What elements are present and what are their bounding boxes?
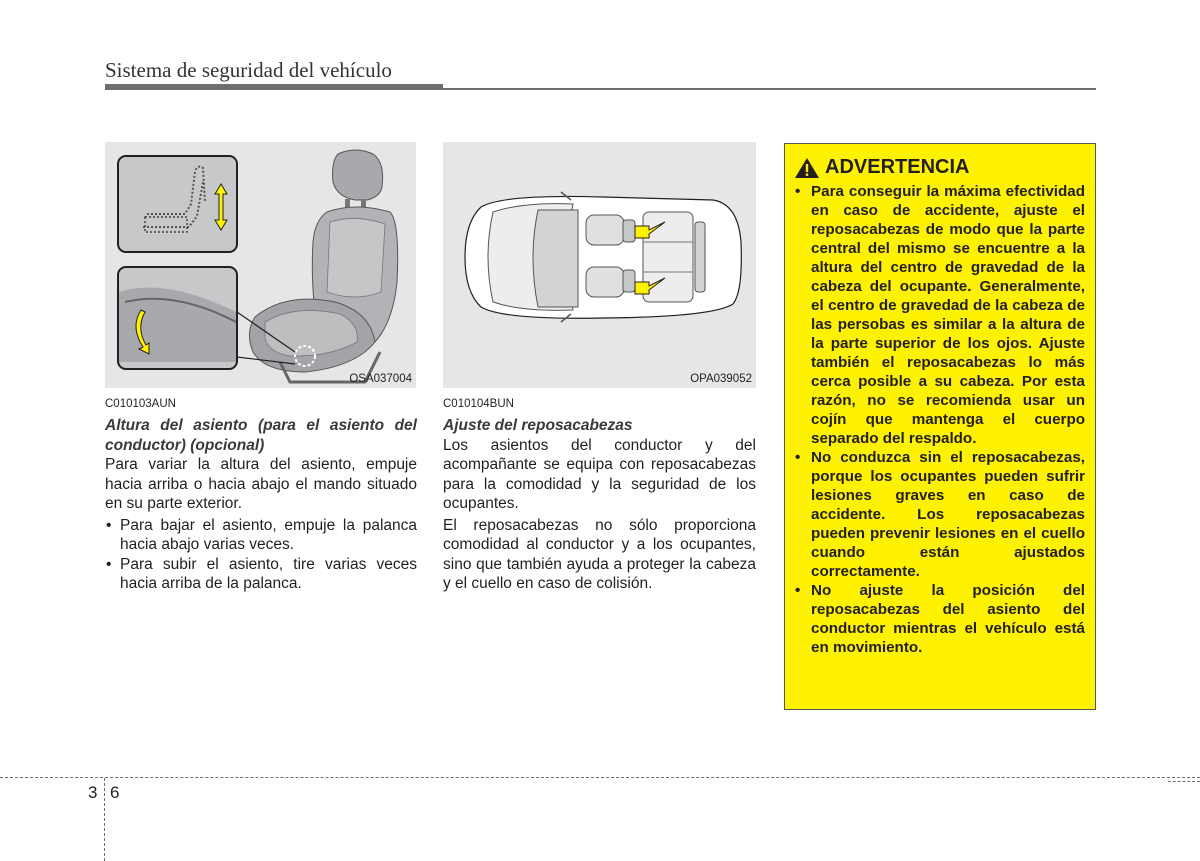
- warning-list: [794, 182, 1085, 657]
- warning-item: • No ajuste la posición del reposacabezas del asiento del conductor mientras el vehículo está en movimiento.: [794, 581, 1085, 657]
- chapter-number: 3: [88, 783, 98, 802]
- warning-title: ADVERTENCIA: [825, 156, 970, 178]
- list-item: • Para subir el asiento, tire varias veces hacia arriba de la palanca.: [105, 555, 417, 594]
- car-seat-icon: [105, 142, 416, 388]
- page-header-title: Sistema de seguridad del vehículo: [105, 58, 392, 82]
- footer-rule: [0, 777, 1200, 778]
- headrest-section: [443, 397, 756, 596]
- warning-triangle-icon: [794, 157, 820, 179]
- section-title: Ajuste del reposacabezas: [443, 417, 633, 434]
- footer-divider: [104, 778, 105, 861]
- seat-height-section: [105, 397, 417, 594]
- headrest-illustration: [443, 142, 756, 388]
- warning-item: • No conduzca sin el reposacabezas, porque los ocupantes pueden sufrir lesiones graves en caso de accidente. Los reposacabezas pueden prevenir lesiones en el cuello cuando están ajustados correctamente.: [794, 448, 1085, 581]
- section-code: C010103AUN: [105, 398, 176, 410]
- section-paragraph: Los asientos del conductor y del acompañante se equipa con reposacabezas para la comodidad y la seguridad de los ocupantes.: [443, 436, 756, 512]
- warning-item: • Para conseguir la máxima efectividad en caso de accidente, ajuste el reposacabezas de modo que la parte central del mismo se encuentre a la altura del centro de gravedad de la cabeza del ocupante. Generalmente, el centro de gravedad de la cabeza de las persobas es similar a la altura de la parte superior de los ojos. Ajuste también el reposacabezas lo más cerca posible a su cabeza. Por esta razón, no se recomienda usar un cojín que mantenga el cuerpo separado del respaldo.: [794, 182, 1085, 448]
- warning-header: [794, 156, 1085, 179]
- section-paragraph: El reposacabezas no sólo proporciona comodidad al conductor y a los ocupantes, sino que también ayuda a proteger la cabeza y el cuello en caso de colisión.: [443, 516, 756, 592]
- seat-height-illustration: [105, 142, 416, 388]
- list-item: • Para bajar el asiento, empuje la palanca hacia abajo varias veces.: [105, 516, 417, 555]
- footer-rule-right: [1168, 781, 1200, 782]
- page-number: 6: [110, 783, 120, 802]
- section-title: Altura del asiento (para el asiento del conductor) (opcional): [105, 417, 417, 454]
- section-code: C010104BUN: [443, 398, 514, 410]
- header-rule-thin: [443, 88, 1096, 90]
- car-top-view-icon: [443, 142, 756, 388]
- figure-code: OPA039052: [690, 373, 752, 385]
- section-paragraph: Para variar la altura del asiento, empuje hacia arriba o hacia abajo el mando situado en su parte exterior.: [105, 456, 417, 512]
- warning-box: [784, 143, 1096, 710]
- figure-code: OSA037004: [349, 373, 412, 385]
- header-rule-thick: [105, 84, 443, 90]
